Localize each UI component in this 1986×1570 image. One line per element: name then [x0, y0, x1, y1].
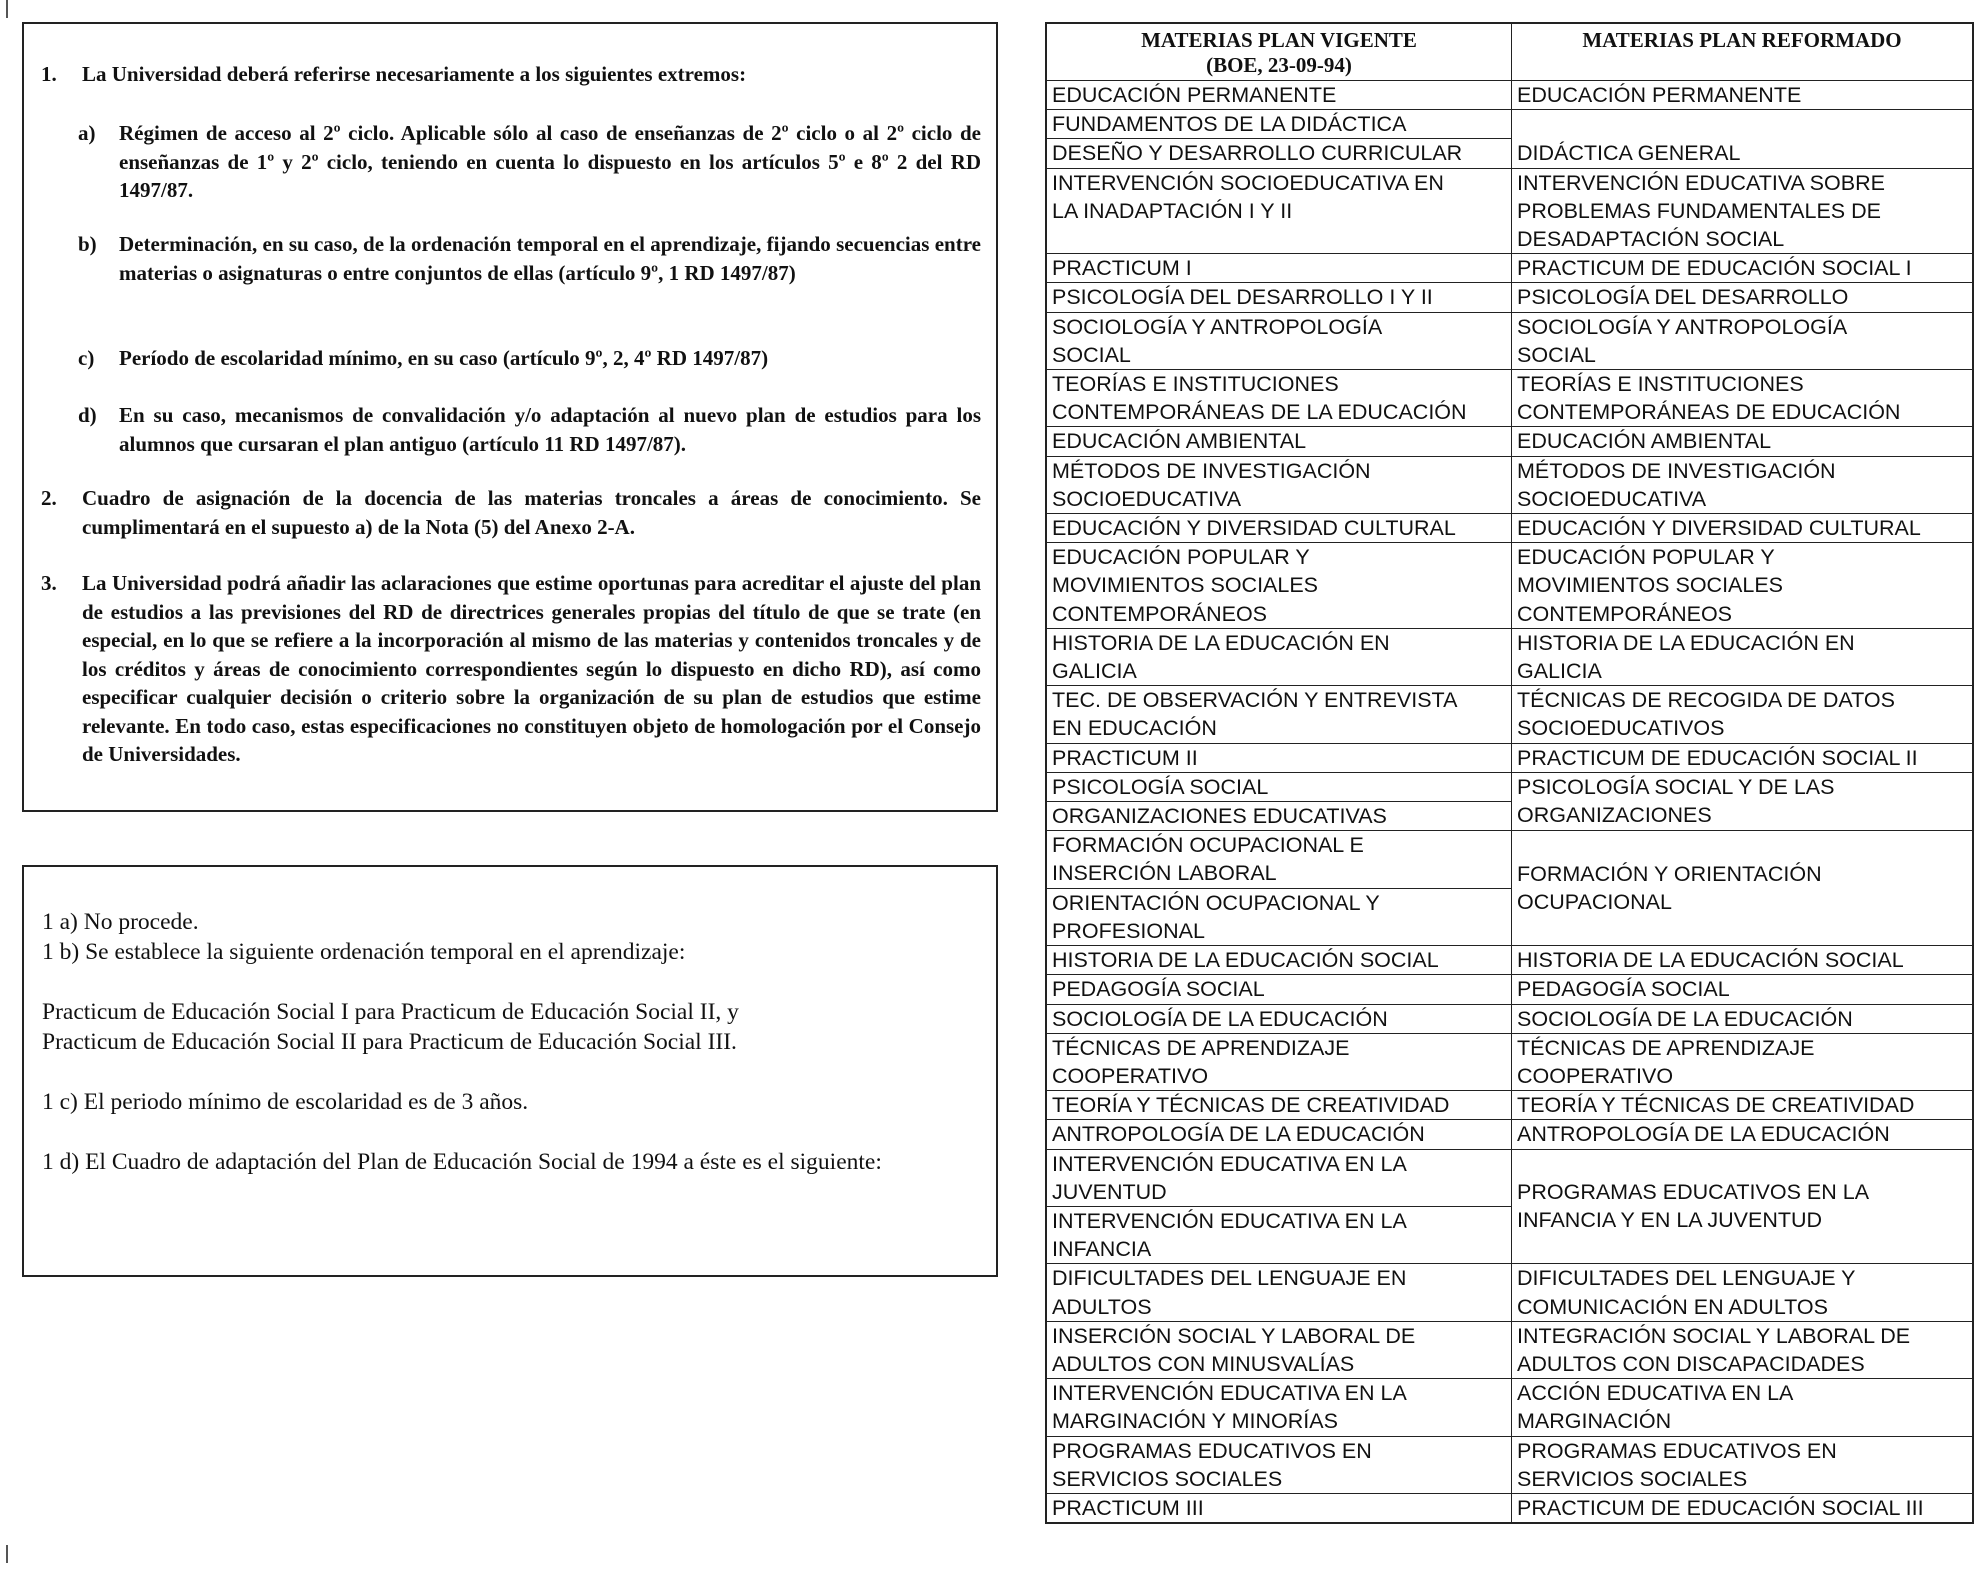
header-current-plan: MATERIAS PLAN VIGENTE (BOE, 23-09-94)	[1047, 24, 1512, 81]
instructions-box	[22, 22, 998, 812]
current-subject-cell: PEDAGOGÍA SOCIAL	[1047, 974, 1512, 1003]
answer-1a: 1 a) No procede.	[42, 909, 199, 935]
note-subitem-text: En su caso, mecanismos de convalidación y/o adaptación al nuevo plan de estudios para los alumnos que cursaran el plan antiguo (artículo 11 RD 1497/87).	[119, 403, 981, 456]
reformed-subject-cell: EDUCACIÓN Y DIVERSIDAD CULTURAL	[1512, 513, 1972, 542]
reformed-subject-text: FORMACIÓN Y ORIENTACIÓN OCUPACIONAL	[1517, 861, 1822, 915]
reformed-subject-cell: TÉCNICAS DE APRENDIZAJE COOPERATIVO	[1512, 1033, 1972, 1090]
current-subject-cell: ORIENTACIÓN OCUPACIONAL Y PROFESIONAL	[1047, 888, 1512, 945]
reformed-subject-cell: PRACTICUM DE EDUCACIÓN SOCIAL III	[1512, 1493, 1972, 1522]
reformed-subject-cell: EDUCACIÓN AMBIENTAL	[1512, 426, 1972, 455]
reformed-subject-cell: ANTROPOLOGÍA DE LA EDUCACIÓN	[1512, 1119, 1972, 1148]
current-subject-cell: EDUCACIÓN POPULAR Y MOVIMIENTOS SOCIALES CONTEMPORÁNEOS	[1047, 542, 1512, 628]
note-subitem-text: Régimen de acceso al 2º ciclo. Aplicable sólo al caso de enseñanzas de 2º ciclo o al 2º ciclo de enseñanzas de 1º y 2º ciclo, teniendo en cuenta lo dispuesto en los artículos 5º e 8º 2 del RD 1497/87.	[119, 121, 981, 202]
current-subject-cell: INTERVENCIÓN EDUCATIVA EN LA JUVENTUD	[1047, 1149, 1512, 1206]
note-item-2	[41, 484, 981, 541]
reformed-subject-cell: TÉCNICAS DE RECOGIDA DE DATOS SOCIOEDUCATIVOS	[1512, 685, 1972, 742]
reformed-subject-text: PROGRAMAS EDUCATIVOS EN LA INFANCIA Y EN LA JUVENTUD	[1517, 1180, 1870, 1233]
current-subject-cell: ORGANIZACIONES EDUCATIVAS	[1047, 801, 1512, 830]
current-subject-cell: TEORÍA Y TÉCNICAS DE CREATIVIDAD	[1047, 1090, 1512, 1119]
current-subject-cell: MÉTODOS DE INVESTIGACIÓN SOCIOEDUCATIVA	[1047, 456, 1512, 513]
reformed-subject-cell: PSICOLOGÍA DEL DESARROLLO	[1512, 282, 1972, 311]
answer-1d: 1 d) El Cuadro de adaptación del Plan de Educación Social de 1994 a éste es el siguiente:	[42, 1149, 882, 1175]
current-subject-cell: FUNDAMENTOS DE LA DIDÁCTICA	[1047, 109, 1512, 138]
reformed-subject-cell: ACCIÓN EDUCATIVA EN LA MARGINACIÓN	[1512, 1378, 1972, 1435]
current-subject-cell: SOCIOLOGÍA Y ANTROPOLOGÍA SOCIAL	[1047, 312, 1512, 369]
current-subject-cell: HISTORIA DE LA EDUCACIÓN SOCIAL	[1047, 945, 1512, 974]
note-subitem-b	[78, 230, 981, 287]
note-subitem-text: Determinación, en su caso, de la ordenación temporal en el aprendizaje, fijando secuencias entre materias o asignaturas o entre conjuntos de ellas (artículo 9º, 1 RD 1497/87)	[119, 232, 981, 285]
current-subject-cell: ANTROPOLOGÍA DE LA EDUCACIÓN	[1047, 1119, 1512, 1148]
reformed-subject-cell	[1512, 109, 1972, 167]
header-reformed-plan: MATERIAS PLAN REFORMADO	[1512, 24, 1972, 81]
reformed-subject-cell: EDUCACIÓN PERMANENTE	[1517, 83, 1802, 107]
margin-mark-top	[6, 0, 8, 18]
reformed-subject-cell: TEORÍA Y TÉCNICAS DE CREATIVIDAD	[1512, 1090, 1972, 1119]
current-subject-cell: INTERVENCIÓN EDUCATIVA EN LA INFANCIA	[1047, 1206, 1512, 1263]
note-item-1	[41, 60, 981, 89]
reformed-subject-cell: EDUCACIÓN POPULAR Y MOVIMIENTOS SOCIALES CONTEMPORÁNEOS	[1512, 542, 1972, 628]
reformed-subject-cell: SOCIOLOGÍA DE LA EDUCACIÓN	[1512, 1004, 1972, 1033]
current-subject-cell: EDUCACIÓN AMBIENTAL	[1047, 426, 1512, 455]
current-subject-cell: HISTORIA DE LA EDUCACIÓN EN GALICIA	[1047, 628, 1512, 685]
note-subitem-letter: c)	[78, 346, 95, 370]
reformed-subject-cell: PROGRAMAS EDUCATIVOS EN SERVICIOS SOCIALES	[1512, 1436, 1972, 1493]
reformed-subject-cell	[1512, 1149, 1972, 1264]
reformed-subject-cell: DIFICULTADES DEL LENGUAJE Y COMUNICACIÓN EN ADULTOS	[1512, 1263, 1972, 1320]
reformed-subject-cell: PRACTICUM DE EDUCACIÓN SOCIAL I	[1512, 253, 1972, 282]
current-subject-cell: EDUCACIÓN Y DIVERSIDAD CULTURAL	[1047, 513, 1512, 542]
note-item-text: La Universidad podrá añadir las aclaraciones que estime oportunas para acreditar el ajuste del plan de estudios a las previsiones del RD de directrices generales propias del título de que se trate (en especial, en lo que se refiere a la incorporación al mismo de las materias y contenidos troncales y de los créditos y áreas de conocimiento correspondientes según lo dispuesto en dicho RD), así como especificar cualquier decisión o criterio sobre la organización de su plan de estudios que estime relevante. En todo caso, estas especificaciones no constituyen objeto de homologación por el Consejo de Universidades.	[82, 571, 981, 766]
reformed-subject-cell: SOCIOLOGÍA Y ANTROPOLOGÍA SOCIAL	[1512, 312, 1972, 369]
reformed-subject-cell: TEORÍAS E INSTITUCIONES CONTEMPORÁNEAS DE EDUCACIÓN	[1512, 369, 1972, 426]
note-subitem-d	[78, 401, 981, 458]
current-subject-cell: INSERCIÓN SOCIAL Y LABORAL DE ADULTOS CON MINUSVALÍAS	[1047, 1321, 1512, 1378]
answer-1b: 1 b) Se establece la siguiente ordenación temporal en el aprendizaje:	[42, 939, 686, 965]
sequence-line-1: Practicum de Educación Social I para Practicum de Educación Social II, y	[42, 999, 739, 1025]
current-subject-cell: PROGRAMAS EDUCATIVOS EN SERVICIOS SOCIALES	[1047, 1436, 1512, 1493]
reformed-subject-cell: INTERVENCIÓN EDUCATIVA SOBRE PROBLEMAS FUNDAMENTALES DE DESADAPTACIÓN SOCIAL	[1512, 168, 1972, 254]
reformed-subject-cell: PRACTICUM DE EDUCACIÓN SOCIAL II	[1512, 743, 1972, 772]
note-subitem-letter: b)	[78, 232, 97, 256]
adaptation-table	[1045, 22, 1974, 1524]
margin-mark-bottom	[6, 1545, 8, 1563]
note-subitem-c	[78, 344, 981, 373]
note-item-text: La Universidad deberá referirse necesariamente a los siguientes extremos:	[82, 62, 747, 86]
note-subitem-a	[78, 119, 981, 205]
note-item-number: 1.	[41, 62, 57, 86]
reformed-subject-text: DIDÁCTICA GENERAL	[1517, 141, 1741, 166]
current-subject-cell: DIFICULTADES DEL LENGUAJE EN ADULTOS	[1047, 1263, 1512, 1320]
note-subitem-letter: a)	[78, 121, 96, 145]
current-subject-cell: PRACTICUM III	[1047, 1493, 1512, 1522]
current-subject-cell: TEORÍAS E INSTITUCIONES CONTEMPORÁNEAS DE LA EDUCACIÓN	[1047, 369, 1512, 426]
answers-box	[22, 865, 998, 1277]
reformed-subject-cell: PEDAGOGÍA SOCIAL	[1512, 974, 1972, 1003]
current-subject-cell: PSICOLOGÍA SOCIAL	[1047, 772, 1512, 801]
note-item-text: Cuadro de asignación de la docencia de las materias troncales a áreas de conocimiento. Se cumplimentará en el supuesto a) de la Nota (5) del Anexo 2-A.	[82, 486, 981, 539]
current-subject-cell: TEC. DE OBSERVACIÓN Y ENTREVISTA EN EDUCACIÓN	[1047, 685, 1512, 742]
current-subject-cell: INTERVENCIÓN EDUCATIVA EN LA MARGINACIÓN Y MINORÍAS	[1047, 1378, 1512, 1435]
reformed-subject-cell: MÉTODOS DE INVESTIGACIÓN SOCIOEDUCATIVA	[1512, 456, 1972, 513]
note-subitem-text: Período de escolaridad mínimo, en su caso (artículo 9º, 2, 4º RD 1497/87)	[119, 346, 769, 370]
current-subject-cell: PRACTICUM II	[1047, 743, 1512, 772]
current-subject-cell: TÉCNICAS DE APRENDIZAJE COOPERATIVO	[1047, 1033, 1512, 1090]
current-subject-cell: PSICOLOGÍA DEL DESARROLLO I Y II	[1047, 282, 1512, 311]
reformed-subject-cell	[1512, 830, 1972, 945]
note-item-3	[41, 569, 981, 769]
current-subject-cell: PRACTICUM I	[1047, 253, 1512, 282]
current-subject-cell: EDUCACIÓN PERMANENTE	[1047, 81, 1512, 109]
reformed-subject-cell: HISTORIA DE LA EDUCACIÓN SOCIAL	[1512, 945, 1972, 974]
note-item-number: 3.	[41, 571, 57, 595]
note-item-number: 2.	[41, 486, 57, 510]
answer-1c: 1 c) El periodo mínimo de escolaridad es de 3 años.	[42, 1089, 529, 1115]
current-subject-cell: FORMACIÓN OCUPACIONAL E INSERCIÓN LABORAL	[1047, 830, 1512, 887]
current-subject-cell: INTERVENCIÓN SOCIOEDUCATIVA EN LA INADAPTACIÓN I Y II	[1047, 168, 1512, 254]
note-subitem-letter: d)	[78, 403, 97, 427]
reformed-subject-cell: INTEGRACIÓN SOCIAL Y LABORAL DE ADULTOS CON DISCAPACIDADES	[1512, 1321, 1972, 1378]
reformed-subject-cell: HISTORIA DE LA EDUCACIÓN EN GALICIA	[1512, 628, 1972, 685]
reformed-subject-cell: PSICOLOGÍA SOCIAL Y DE LAS ORGANIZACIONES	[1512, 772, 1972, 830]
current-subject-cell: SOCIOLOGÍA DE LA EDUCACIÓN	[1047, 1004, 1512, 1033]
current-subject-cell: DESEÑO Y DESARROLLO CURRICULAR	[1047, 138, 1512, 167]
sequence-line-2: Practicum de Educación Social II para Practicum de Educación Social III.	[42, 1029, 737, 1055]
